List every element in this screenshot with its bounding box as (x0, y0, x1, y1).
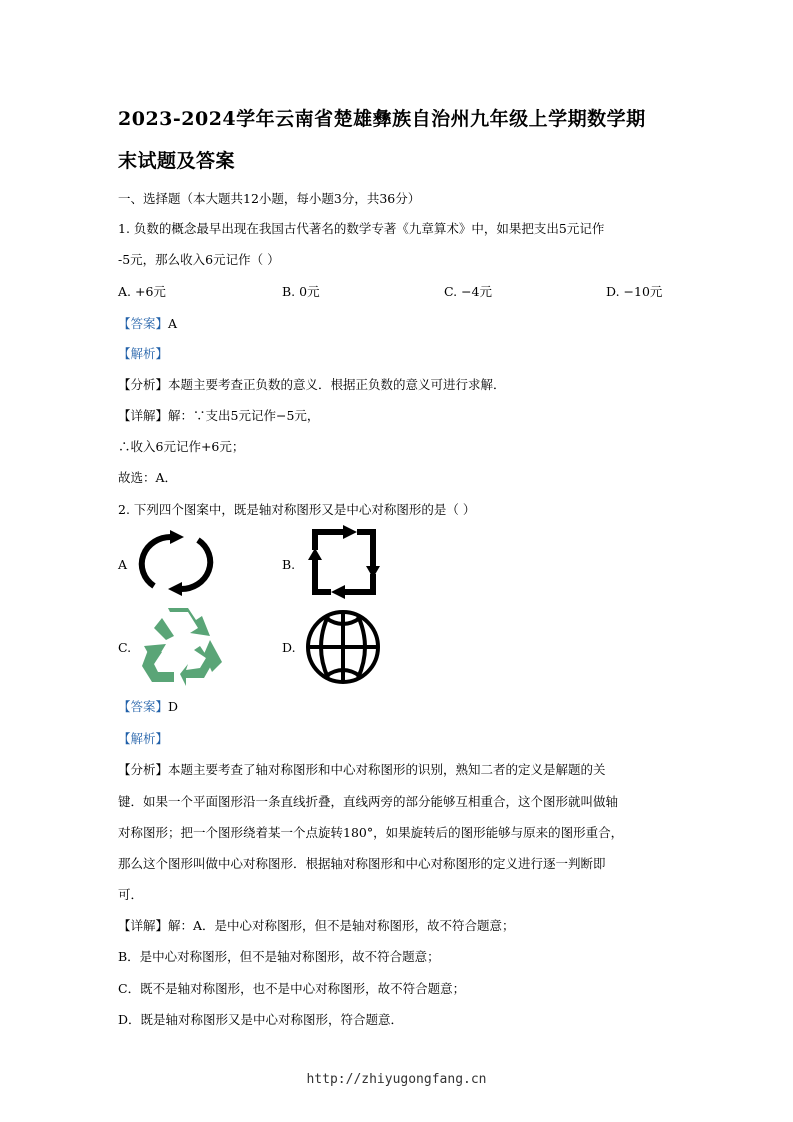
q1-detail-line1 (118, 406, 319, 424)
q2-analysis-line (118, 729, 168, 747)
footer-url[interactable]: http://zhiyugongfang.cn (306, 1072, 487, 1087)
detail-text: 解：A．是中心对称图形，但不是轴对称图形，故不符合题意； (168, 918, 515, 933)
q1-option-c: C. −4元 (444, 284, 492, 299)
square-arrows-icon (305, 524, 383, 600)
answer-value: D (168, 699, 179, 714)
recycle-icon (140, 606, 224, 688)
q2-label-b: B. (282, 557, 296, 572)
q2-detail-line3: C．既不是轴对称图形，也不是中心对称图形，故不符合题意； (118, 981, 466, 996)
q1-option-a: A. +6元 (118, 284, 166, 299)
q2-label-c: C. (118, 640, 132, 655)
answer-value: A (168, 316, 178, 331)
q2-label-a: A (118, 557, 128, 572)
q2-answer-line (118, 697, 178, 715)
detail-tag: 【详解】 (118, 408, 169, 423)
q2-text: 2. 下列四个图案中，既是轴对称图形又是中心对称图形的是（ ） (118, 502, 476, 517)
q2-fenxi-line2: 键．如果一个平面图形沿一条直线折叠，直线两旁的部分能够互相重合，这个图形就叫做轴 (118, 794, 619, 809)
document-title-line1: 2023-2024学年云南省楚雄彝族自治州九年级上学期数学期 (118, 108, 646, 130)
analysis-tag: 【解析】 (118, 731, 169, 746)
q1-option-b: B. 0元 (282, 284, 320, 299)
analysis-tag: 【解析】 (118, 346, 169, 361)
q2-label-d: D. (282, 640, 296, 655)
q1-detail-line2: ∴收入6元记作+6元； (118, 439, 245, 454)
fenxi-text: 本题主要考查了轴对称图形和中心对称图形的识别，熟知二者的定义是解题的关 (168, 762, 606, 777)
globe-icon (304, 608, 382, 686)
q1-fenxi-line (118, 375, 506, 393)
q1-text-line1: 1. 负数的概念最早出现在我国古代著名的数学专著《九章算术》中，如果把支出5元记作 (118, 221, 605, 236)
q2-detail-line2: B．是中心对称图形，但不是轴对称图形，故不符合题意； (118, 949, 440, 964)
q2-detail-line1 (118, 916, 515, 934)
q2-fenxi-line1 (118, 760, 606, 778)
fenxi-tag: 【分析】 (118, 377, 169, 392)
q2-fenxi-line5: 可． (118, 887, 144, 902)
fenxi-tag: 【分析】 (118, 762, 169, 777)
section-heading: 一、选择题（本大题共12小题，每小题3分，共36分） (118, 191, 421, 206)
answer-tag: 【答案】 (118, 316, 169, 331)
document-title-line2: 末试题及答案 (118, 150, 236, 172)
q1-choice: 故选：A． (118, 470, 178, 485)
answer-tag: 【答案】 (118, 699, 169, 714)
rotating-arrows-icon (136, 528, 216, 598)
q2-fenxi-line4: 那么这个图形叫做中心对称图形．根据轴对称图形和中心对称图形的定义进行逐一判断即 (118, 856, 606, 871)
q1-analysis-line (118, 344, 168, 362)
q1-text-line2: -5元，那么收入6元记作（ ） (118, 252, 280, 267)
q1-option-d: D. −10元 (606, 284, 663, 299)
q2-detail-line4: D．既是轴对称图形又是中心对称图形，符合题意． (118, 1012, 404, 1027)
q1-answer-line (118, 314, 177, 332)
detail-text: 解：∵支出5元记作−5元， (168, 408, 320, 423)
detail-tag: 【详解】 (118, 918, 169, 933)
q2-fenxi-line3: 对称图形；把一个图形绕着某一个点旋转180°，如果旋转后的图形能够与原来的图形重合， (118, 825, 624, 840)
fenxi-text: 本题主要考查正负数的意义．根据正负数的意义可进行求解． (168, 377, 506, 392)
